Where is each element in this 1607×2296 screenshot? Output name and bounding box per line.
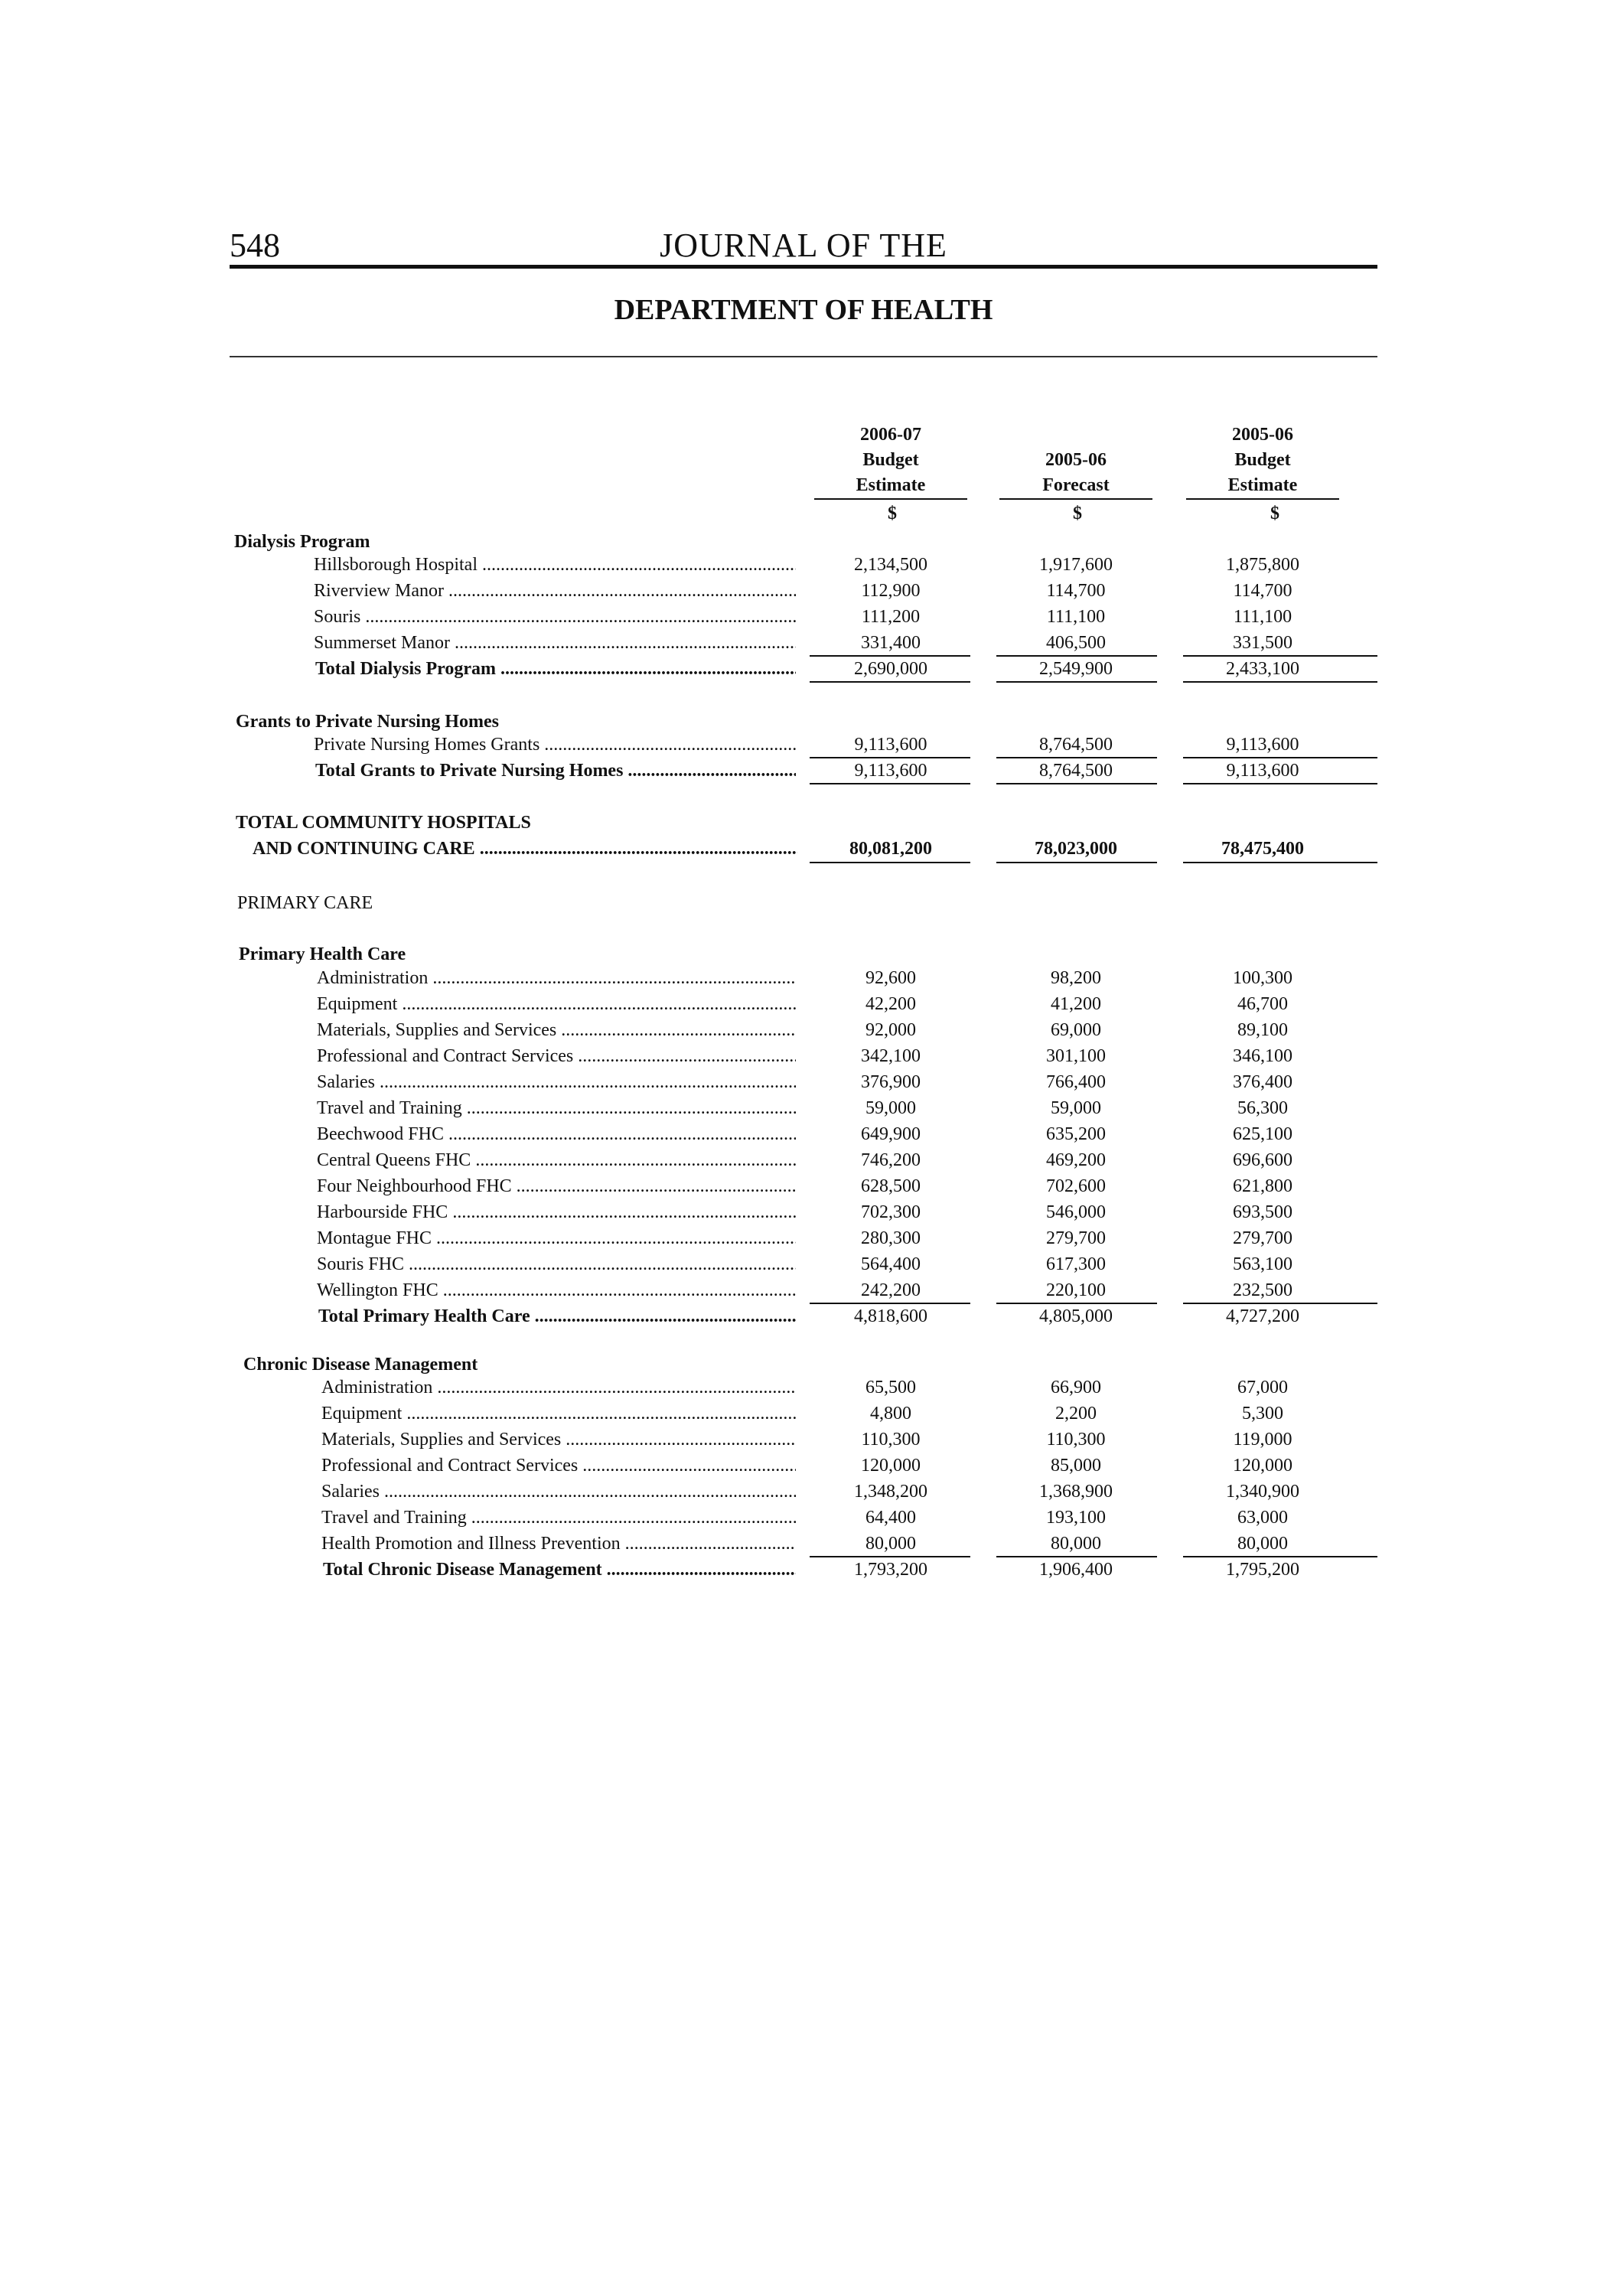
table-row: [0, 1505, 1607, 1531]
row-label: Total Primary Health Care .....: [318, 1304, 796, 1329]
table-row: [0, 992, 1607, 1017]
row-label: Souris FHC .....: [317, 1252, 796, 1277]
column-header-line2: Budget: [862, 450, 919, 470]
row-value-col2: 69,000: [1051, 1020, 1101, 1040]
row-value-col1: 111,200: [861, 607, 921, 627]
total-community-row: [0, 837, 1607, 862]
unit-dollar-col1: $: [888, 504, 897, 523]
column-header-line2: Budget: [1234, 450, 1291, 470]
row-label: Salaries .....: [321, 1479, 796, 1505]
table-row: [0, 1375, 1607, 1401]
row-label: Administration .....: [321, 1375, 796, 1401]
row-value-col1: 4,800: [870, 1404, 911, 1424]
table-row: [0, 1174, 1607, 1199]
row-label: Harbourside FHC .....: [317, 1200, 796, 1225]
page-number: 548: [230, 227, 280, 264]
row-value-col3: 563,100: [1233, 1254, 1292, 1274]
table-row: [0, 1096, 1607, 1121]
row-value-col2: 279,700: [1046, 1228, 1106, 1248]
total-row: [0, 1557, 1607, 1583]
row-value-col1: 64,400: [865, 1508, 916, 1528]
table-row: [0, 579, 1607, 604]
row-label: Total Chronic Disease Management .....: [323, 1557, 796, 1583]
row-value-col1: 746,200: [861, 1150, 921, 1170]
column-header-line3: Forecast: [999, 473, 1152, 500]
row-value-col2: 110,300: [1046, 1430, 1106, 1450]
row-value-col3: 114,700: [1233, 581, 1292, 601]
row-label: Travel and Training .....: [317, 1096, 796, 1121]
total-community-underline-col3: [1183, 862, 1377, 863]
table-row: [0, 605, 1607, 630]
total-row: [0, 758, 1607, 784]
row-label: Equipment .....: [321, 1401, 796, 1427]
journal-title: JOURNAL OF THE: [660, 227, 947, 264]
column-header-line3: Estimate: [814, 473, 967, 500]
total-community-underline-col2: [996, 862, 1157, 863]
table-row: [0, 553, 1607, 578]
total-community-line1: TOTAL COMMUNITY HOSPITALS: [236, 813, 531, 833]
row-label: Montague FHC .....: [317, 1226, 796, 1251]
row-value-col2: 617,300: [1046, 1254, 1106, 1274]
row-value-col1: 628,500: [861, 1176, 921, 1196]
section-title-chronic-disease-management: Chronic Disease Management: [243, 1355, 478, 1375]
row-value-col3: 80,000: [1237, 1534, 1288, 1554]
row-value-col2: 114,700: [1046, 581, 1106, 601]
table-row: [0, 1479, 1607, 1505]
row-label: Summerset Manor .....: [314, 631, 796, 656]
total-community-underline-col1: [810, 862, 970, 863]
row-value-col3: 9,113,600: [1226, 735, 1299, 755]
total-community-value-col1: 80,081,200: [849, 839, 932, 859]
row-value-col3: 100,300: [1233, 968, 1292, 988]
table-row: [0, 966, 1607, 991]
row-value-col2: 301,100: [1046, 1046, 1106, 1066]
row-value-col3: 111,100: [1233, 607, 1292, 627]
row-value-col3: 346,100: [1233, 1046, 1292, 1066]
row-value-col1: 42,200: [865, 994, 916, 1014]
table-row: [0, 1070, 1607, 1095]
section-title-grants-private-nursing-homes: Grants to Private Nursing Homes: [236, 712, 499, 732]
column-header-line1: [999, 422, 1152, 448]
row-value-col1: 242,200: [861, 1280, 921, 1300]
row-label: Equipment .....: [317, 992, 796, 1017]
row-value-col3: 279,700: [1233, 1228, 1292, 1248]
row-value-col2: 66,900: [1051, 1378, 1101, 1397]
row-value-col2: 635,200: [1046, 1124, 1106, 1144]
row-value-col1: 331,400: [861, 633, 921, 653]
table-row: [0, 631, 1607, 656]
row-value-col2: 59,000: [1051, 1098, 1101, 1118]
row-value-col2: 1,906,400: [1039, 1560, 1113, 1580]
row-value-col3: 89,100: [1237, 1020, 1288, 1040]
row-value-col2: 2,549,900: [1039, 659, 1113, 679]
column-rule-col3: [1183, 681, 1377, 683]
row-value-col2: 546,000: [1046, 1202, 1106, 1222]
column-rule-col3: [1183, 783, 1377, 784]
row-value-col3: 56,300: [1237, 1098, 1288, 1118]
section-title-dialysis-program: Dialysis Program: [234, 532, 370, 552]
total-community-value-col2: 78,023,000: [1035, 839, 1117, 859]
row-value-col1: 342,100: [861, 1046, 921, 1066]
row-value-col3: 119,000: [1233, 1430, 1292, 1450]
row-value-col1: 280,300: [861, 1228, 921, 1248]
column-header-line1: 2006-07: [860, 425, 921, 445]
row-value-col1: 9,113,600: [854, 735, 927, 755]
row-value-col3: 1,340,900: [1226, 1482, 1299, 1502]
column-rule-col1: [810, 681, 970, 683]
table-row: [0, 1122, 1607, 1147]
column-header-line3: Estimate: [1186, 473, 1339, 500]
row-value-col3: 2,433,100: [1226, 659, 1299, 679]
column-header-2006-07-budget-estimate: [814, 422, 967, 500]
row-value-col2: 4,805,000: [1039, 1306, 1113, 1326]
row-value-col1: 80,000: [865, 1534, 916, 1554]
row-label: Materials, Supplies and Services .....: [317, 1018, 796, 1043]
row-label: Travel and Training .....: [321, 1505, 796, 1531]
column-header-2005-06-budget-estimate: [1186, 422, 1339, 500]
unit-dollar-col3: $: [1270, 504, 1279, 523]
column-header-2005-06-forecast: [999, 422, 1152, 500]
total-row: [0, 1304, 1607, 1329]
row-value-col3: 621,800: [1233, 1176, 1292, 1196]
row-value-col1: 649,900: [861, 1124, 921, 1144]
row-value-col1: 92,000: [865, 1020, 916, 1040]
row-value-col3: 376,400: [1233, 1072, 1292, 1092]
row-label: Four Neighbourhood FHC .....: [317, 1174, 796, 1199]
row-value-col1: 112,900: [861, 581, 921, 601]
column-header-line1: 2005-06: [1232, 425, 1293, 445]
row-label: Hillsborough Hospital .....: [314, 553, 796, 578]
department-title: DEPARTMENT OF HEALTH: [614, 294, 993, 326]
table-row: [0, 1018, 1607, 1043]
row-value-col2: 8,764,500: [1039, 735, 1113, 755]
header-rule: [230, 265, 1377, 269]
row-value-col3: 696,600: [1233, 1150, 1292, 1170]
table-row: [0, 1226, 1607, 1251]
unit-dollar-col2: $: [1073, 504, 1082, 523]
row-value-col1: 92,600: [865, 968, 916, 988]
row-label: Riverview Manor .....: [314, 579, 796, 604]
row-label: Total Dialysis Program .....: [315, 657, 796, 682]
row-label: Professional and Contract Services .....: [321, 1453, 796, 1479]
row-value-col3: 4,727,200: [1226, 1306, 1299, 1326]
row-value-col3: 625,100: [1233, 1124, 1292, 1144]
total-community-value-col3: 78,475,400: [1221, 839, 1304, 859]
row-value-col1: 110,300: [861, 1430, 921, 1450]
row-value-col2: 2,200: [1055, 1404, 1097, 1424]
row-value-col3: 693,500: [1233, 1202, 1292, 1222]
row-value-col2: 80,000: [1051, 1534, 1101, 1554]
column-rule-col2: [996, 783, 1157, 784]
row-value-col2: 406,500: [1046, 633, 1106, 653]
row-value-col1: 2,690,000: [854, 659, 927, 679]
row-value-col2: 702,600: [1046, 1176, 1106, 1196]
row-value-col3: 232,500: [1233, 1280, 1292, 1300]
primary-care-heading: PRIMARY CARE: [237, 893, 373, 913]
title-rule: [230, 356, 1377, 357]
row-value-col3: 9,113,600: [1226, 761, 1299, 781]
row-value-col2: 1,917,600: [1039, 555, 1113, 575]
row-value-col2: 41,200: [1051, 994, 1101, 1014]
row-value-col1: 1,793,200: [854, 1560, 927, 1580]
total-row: [0, 657, 1607, 682]
row-label: Wellington FHC .....: [317, 1278, 796, 1303]
table-row: [0, 1427, 1607, 1453]
row-value-col2: 85,000: [1051, 1456, 1101, 1476]
row-value-col2: 469,200: [1046, 1150, 1106, 1170]
row-value-col1: 120,000: [861, 1456, 921, 1476]
row-label: Private Nursing Homes Grants .....: [314, 732, 796, 758]
page-header: [230, 227, 1377, 265]
table-row: [0, 732, 1607, 758]
row-value-col1: 702,300: [861, 1202, 921, 1222]
table-row: [0, 1044, 1607, 1069]
row-label: Beechwood FHC .....: [317, 1122, 796, 1147]
row-value-col1: 1,348,200: [854, 1482, 927, 1502]
row-value-col2: 111,100: [1046, 607, 1106, 627]
column-rule-col1: [810, 783, 970, 784]
row-label: Administration .....: [317, 966, 796, 991]
row-label: Materials, Supplies and Services .....: [321, 1427, 796, 1453]
row-value-col3: 120,000: [1233, 1456, 1292, 1476]
row-value-col1: 376,900: [861, 1072, 921, 1092]
table-row: [0, 1453, 1607, 1479]
row-value-col1: 2,134,500: [854, 555, 927, 575]
row-value-col3: 63,000: [1237, 1508, 1288, 1528]
row-value-col1: 9,113,600: [854, 761, 927, 781]
row-value-col2: 1,368,900: [1039, 1482, 1113, 1502]
row-value-col3: 1,795,200: [1226, 1560, 1299, 1580]
row-value-col2: 220,100: [1046, 1280, 1106, 1300]
table-row: [0, 1401, 1607, 1427]
section-title-primary-health-care: Primary Health Care: [239, 944, 406, 964]
row-value-col1: 564,400: [861, 1254, 921, 1274]
row-value-col3: 67,000: [1237, 1378, 1288, 1397]
table-row: [0, 1200, 1607, 1225]
table-row: [0, 1252, 1607, 1277]
row-value-col2: 98,200: [1051, 968, 1101, 988]
row-value-col3: 1,875,800: [1226, 555, 1299, 575]
row-label: Souris .....: [314, 605, 796, 630]
row-value-col3: 5,300: [1242, 1404, 1283, 1424]
table-row: [0, 1531, 1607, 1557]
row-value-col2: 766,400: [1046, 1072, 1106, 1092]
row-label: Central Queens FHC .....: [317, 1148, 796, 1173]
row-label: Salaries .....: [317, 1070, 796, 1095]
row-value-col1: 59,000: [865, 1098, 916, 1118]
row-label: Health Promotion and Illness Prevention .....: [321, 1531, 796, 1557]
table-row: [0, 1278, 1607, 1303]
row-value-col2: 8,764,500: [1039, 761, 1113, 781]
row-value-col3: 331,500: [1233, 633, 1292, 653]
column-header-line2: 2005-06: [1045, 450, 1107, 470]
row-value-col3: 46,700: [1237, 994, 1288, 1014]
table-row: [0, 1148, 1607, 1173]
total-community-line2: AND CONTINUING CARE .....: [253, 837, 797, 862]
row-label: Professional and Contract Services .....: [317, 1044, 796, 1069]
row-label: Total Grants to Private Nursing Homes .....: [315, 758, 796, 784]
row-value-col1: 4,818,600: [854, 1306, 927, 1326]
row-value-col1: 65,500: [865, 1378, 916, 1397]
row-value-col2: 193,100: [1046, 1508, 1106, 1528]
column-rule-col2: [996, 681, 1157, 683]
